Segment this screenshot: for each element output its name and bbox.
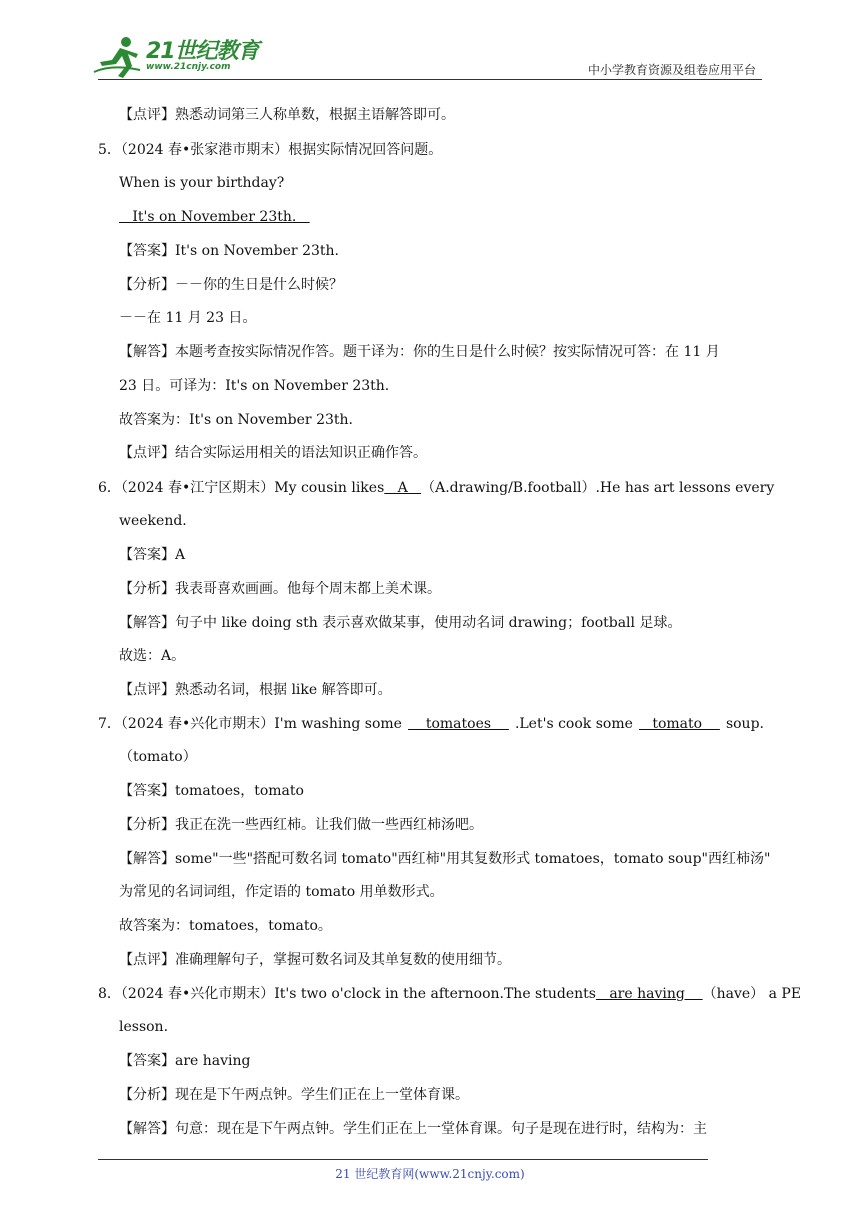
question-8-text-b: （have） a PE [702, 986, 802, 1002]
question-8-analysis: 【分析】现在是下午两点钟。学生们正在上一堂体育课。 [119, 1087, 469, 1103]
runner-logo-icon [92, 34, 146, 80]
question-6-cont: weekend. [119, 513, 187, 529]
logo-wordmark: 21世纪教育 [146, 39, 259, 64]
question-8-cont: lesson. [119, 1019, 169, 1035]
question-7-heading [98, 714, 764, 734]
question-7-comment: 【点评】准确理解句子，掌握可数名词及其单复数的使用细节。 [119, 952, 511, 968]
question-7-solution: 【解答】some"一些"搭配可数名词 tomato"西红柿"用其复数形式 tomatoes，tomato soup"西红柿汤" [119, 851, 771, 867]
question-7-cont: （tomato） [119, 749, 197, 765]
question-5-solution-cont: 23 日。可译为：It's on November 23th. [119, 378, 390, 394]
question-8-text-a: 8．（2024 春•兴化市期末）It's two o'clock in the afternoon.The students [98, 986, 596, 1002]
question-5-solution: 【解答】本题考查按实际情况作答。题干译为：你的生日是什么时候？按实际情况可答：在 11 月 [119, 344, 720, 360]
question-6-text-a: 6．（2024 春•江宁区期末）My cousin likes [98, 480, 385, 496]
question-5-heading: 5．（2024 春•张家港市期末）根据实际情况回答问题。 [98, 142, 443, 158]
question-6-result: 故选：A。 [119, 648, 186, 664]
question-6-comment: 【点评】熟悉动名词，根据 like 解答即可。 [119, 682, 392, 698]
question-6-text-b: （A.drawing/B.football）.He has art lessons every [421, 480, 775, 496]
platform-name: 中小学教育资源及组卷应用平台 [587, 63, 756, 77]
question-7-answer: 【答案】tomatoes，tomato [119, 783, 304, 799]
question-7-text-c: soup. [725, 716, 764, 732]
question-5-blank [119, 207, 310, 227]
question-7-text-b: .Let's cook some [514, 716, 633, 732]
logo-url: www.21cnjy.com [146, 62, 231, 72]
question-7-analysis: 【分析】我正在洗一些西红柿。让我们做一些西红柿汤吧。 [119, 817, 483, 833]
question-7-text-a: 7．（2024 春•兴化市期末）I'm washing some [98, 716, 402, 732]
answer-blank: are having [595, 986, 703, 1002]
question-5-comment: 【点评】结合实际运用相关的语法知识正确作答。 [119, 445, 427, 461]
question-7-solution-cont: 为常见的名词词组，作定语的 tomato 用单数形式。 [119, 884, 444, 900]
question-8-solution: 【解答】句意：现在是下午两点钟。学生们正在上一堂体育课。句子是现在进行时，结构为：主 [119, 1121, 707, 1137]
answer-blank: It's on November 23th. [119, 209, 310, 225]
question-5-analysis-cont: －－在 11 月 23 日。 [119, 310, 257, 326]
question-7-result: 故答案为：tomatoes，tomato。 [119, 918, 332, 934]
answer-blank: tomato [638, 716, 720, 732]
question-5-result: 故答案为：It's on November 23th. [119, 412, 353, 428]
answer-blank: tomatoes [408, 716, 509, 732]
header-divider [98, 79, 762, 80]
question-6-analysis: 【分析】我表哥喜欢画画。他每个周末都上美术课。 [119, 581, 441, 597]
question-6-heading [98, 478, 775, 498]
page-header [0, 0, 860, 80]
question-5-prompt: When is your birthday? [119, 175, 285, 191]
footer-divider [98, 1159, 708, 1160]
question-8-answer: 【答案】are having [119, 1053, 251, 1069]
comment-line: 【点评】熟悉动词第三人称单数，根据主语解答即可。 [119, 107, 455, 123]
answer-blank: A [384, 480, 422, 496]
question-5-answer: 【答案】It's on November 23th. [119, 243, 339, 259]
page-footer: 21 世纪教育网(www.21cnjy.com) [335, 1167, 525, 1181]
question-8-heading [98, 984, 802, 1004]
question-6-solution: 【解答】句子中 like doing sth 表示喜欢做某事，使用动名词 drawing；football 足球。 [119, 615, 682, 631]
site-logo [92, 34, 262, 80]
question-5-analysis: 【分析】－－你的生日是什么时候？ [119, 277, 343, 293]
question-6-answer: 【答案】A [119, 547, 186, 563]
